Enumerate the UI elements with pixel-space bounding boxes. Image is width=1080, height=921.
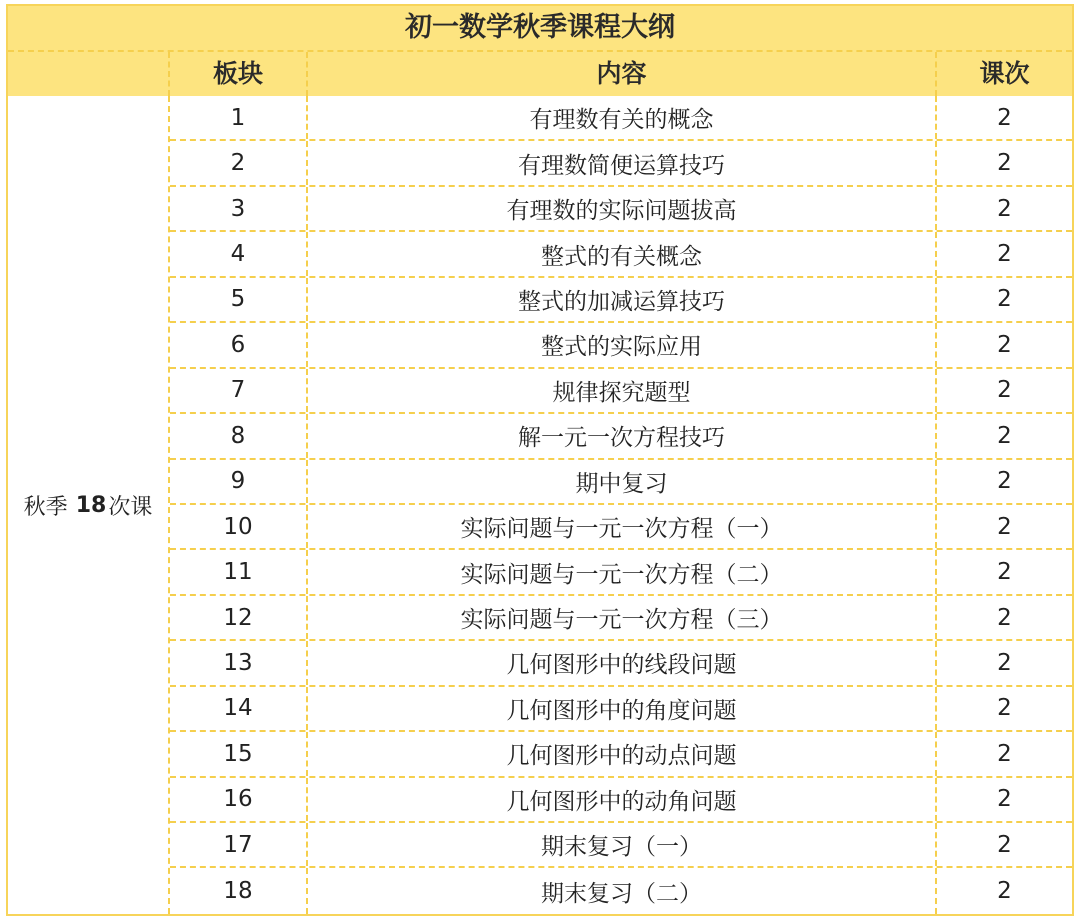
header-block: 板块 <box>170 52 308 96</box>
row-number: 12 <box>170 596 308 639</box>
row-number: 16 <box>170 778 308 821</box>
row-lessons: 2 <box>997 740 1012 767</box>
table-row <box>170 414 1072 459</box>
row-content: 期中复习 <box>308 460 937 503</box>
row-content: 实际问题与一元一次方程（三） <box>308 596 937 639</box>
row-lessons: 2 <box>997 604 1012 631</box>
season-prefix: 秋季 <box>23 494 68 520</box>
row-content: 几何图形中的线段问题 <box>308 641 937 684</box>
row-lessons: 2 <box>997 241 1012 268</box>
header-section <box>8 52 170 96</box>
row-content: 规律探究题型 <box>308 369 937 412</box>
table-row <box>170 778 1072 823</box>
row-number: 9 <box>170 460 308 503</box>
row-number: 5 <box>170 278 308 321</box>
row-number: 6 <box>170 323 308 366</box>
row-lessons: 2 <box>997 695 1012 722</box>
table-row <box>170 732 1072 777</box>
row-content: 有理数有关的概念 <box>308 96 937 139</box>
season-lesson-count: 18 <box>75 492 107 518</box>
header-lessons: 课次 <box>937 52 1072 96</box>
table-row <box>170 596 1072 641</box>
table-row <box>170 369 1072 414</box>
season-label <box>8 96 170 914</box>
row-lessons: 2 <box>997 422 1012 449</box>
row-lessons: 2 <box>997 150 1012 177</box>
row-number: 17 <box>170 823 308 866</box>
row-content: 有理数简便运算技巧 <box>308 141 937 184</box>
row-content: 几何图形中的角度问题 <box>308 687 937 730</box>
table-row <box>170 232 1072 277</box>
row-lessons: 2 <box>997 559 1012 586</box>
row-number: 3 <box>170 187 308 230</box>
row-number: 1 <box>170 96 308 139</box>
row-number: 10 <box>170 505 308 548</box>
row-content: 几何图形中的动点问题 <box>308 732 937 775</box>
row-content: 整式的有关概念 <box>308 232 937 275</box>
table-row <box>170 550 1072 595</box>
row-number: 14 <box>170 687 308 730</box>
row-content: 期末复习（二） <box>308 868 937 913</box>
row-content: 整式的加减运算技巧 <box>308 278 937 321</box>
row-lessons: 2 <box>997 104 1012 131</box>
table-body <box>170 96 1072 914</box>
row-lessons: 2 <box>997 195 1012 222</box>
table-row <box>170 323 1072 368</box>
row-lessons: 2 <box>997 831 1012 858</box>
row-content: 解一元一次方程技巧 <box>308 414 937 457</box>
row-lessons: 2 <box>997 331 1012 358</box>
row-lessons: 2 <box>997 377 1012 404</box>
header-content: 内容 <box>308 52 937 96</box>
season-suffix: 次课 <box>108 494 153 520</box>
row-lessons: 2 <box>997 286 1012 313</box>
row-number: 8 <box>170 414 308 457</box>
table-row <box>170 505 1072 550</box>
table-row <box>170 141 1072 186</box>
row-lessons: 2 <box>997 468 1012 495</box>
row-content: 实际问题与一元一次方程（一） <box>308 505 937 548</box>
row-number: 13 <box>170 641 308 684</box>
table-row <box>170 823 1072 868</box>
row-number: 11 <box>170 550 308 593</box>
row-number: 15 <box>170 732 308 775</box>
table-row <box>170 278 1072 323</box>
row-number: 7 <box>170 369 308 412</box>
table-row <box>170 687 1072 732</box>
table-row <box>170 460 1072 505</box>
table-row <box>170 641 1072 686</box>
row-content: 实际问题与一元一次方程（二） <box>308 550 937 593</box>
table-row <box>170 187 1072 232</box>
table-title: 初一数学秋季课程大纲 <box>8 6 1072 52</box>
row-content: 期末复习（一） <box>308 823 937 866</box>
row-number: 4 <box>170 232 308 275</box>
row-lessons: 2 <box>997 513 1012 540</box>
row-number: 2 <box>170 141 308 184</box>
row-content: 有理数的实际问题拔高 <box>308 187 937 230</box>
table-row <box>170 868 1072 913</box>
row-content: 几何图形中的动角问题 <box>308 778 937 821</box>
row-number: 18 <box>170 868 308 913</box>
row-lessons: 2 <box>997 786 1012 813</box>
row-lessons: 2 <box>997 878 1012 905</box>
row-content: 整式的实际应用 <box>308 323 937 366</box>
syllabus-table <box>6 4 1074 916</box>
row-lessons: 2 <box>997 649 1012 676</box>
table-row <box>170 96 1072 141</box>
